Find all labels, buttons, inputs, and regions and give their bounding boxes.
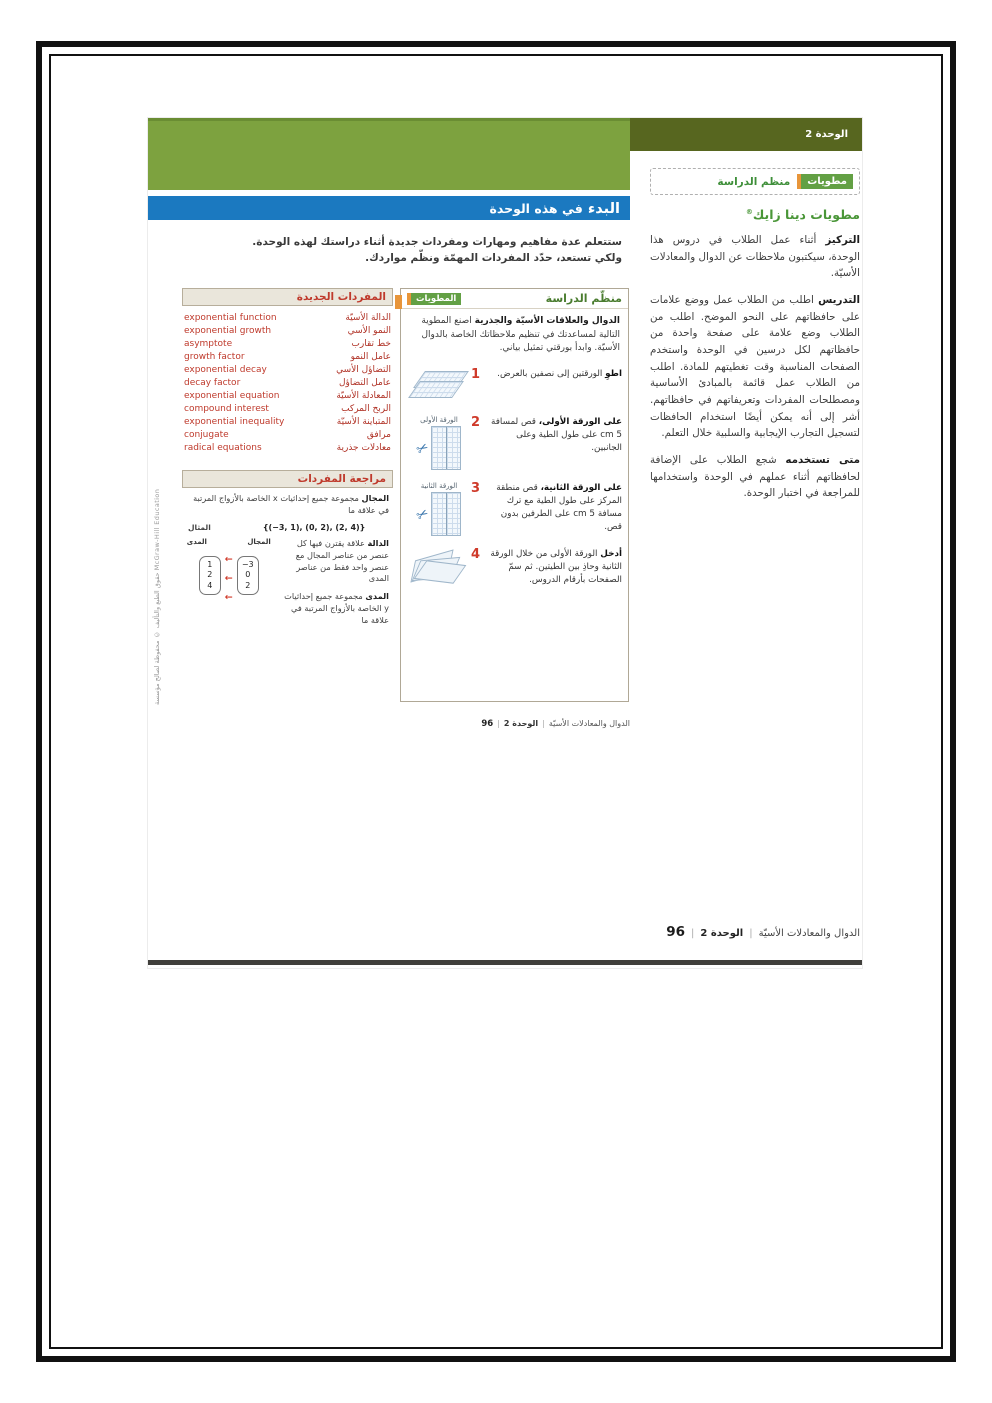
vocabulary-term-ar: التضاؤل الأسي <box>336 365 391 375</box>
section-title-strong: البدء <box>587 201 620 217</box>
definition-text: علاقة يقترن فيها كل عنصر من عناصر المجال مع عنصر واحد فقط من عناصر المدى <box>295 537 389 584</box>
definition-text: مجموعة جميع إحداثيات y الخاصة بالأزواج المرتبة في علاقة ما <box>284 591 389 626</box>
layered-pages-graphic <box>409 548 469 592</box>
organizer-intro <box>409 315 620 356</box>
page-number: 96 <box>666 924 686 940</box>
vocabulary-item <box>184 326 391 336</box>
definitions-column <box>280 536 391 633</box>
paragraph-lead: التدريس <box>818 294 860 307</box>
vocabulary-review-box <box>182 470 393 633</box>
scissors-icon <box>417 438 429 457</box>
section-title-bar <box>148 196 630 220</box>
footer-separator: | <box>542 719 545 728</box>
arrow-icon <box>225 547 233 566</box>
step-number: 1 <box>471 366 481 382</box>
organizer-intro-text: اصنع المطوية التالية لمساعدتك في تنظيم ملاحظاتك الخاصة بالدوال الأسيّة. وابدأ بورقتي تمثيل بياني. <box>421 316 620 353</box>
sidebar-paragraph-teach <box>650 292 860 442</box>
definition-lead: الدالة <box>367 537 389 548</box>
review-row <box>182 536 393 633</box>
footer-separator: | <box>691 928 695 939</box>
range-box <box>199 556 221 595</box>
paragraph-text: أثناء عمل الطلاب في دروس هذا الوحدة، سيكتبون ملاحظات عن الدوال والمعادلات الأسيّة. <box>650 234 860 280</box>
mapping-diagram <box>184 536 274 633</box>
paragraph-text: شجع الطلاب على الإضافة لحافظاتهم أثناء عملهم في الوحدة واستخدامها للمراجعة في اختبار الوحدة. <box>650 454 860 500</box>
copyright-vertical-text: حقوق الطبع والتأليف © محفوظة لصالح مؤسسة McGraw-Hill Education <box>153 488 161 705</box>
step-text <box>487 548 622 588</box>
folded-paper-graphic <box>407 368 471 404</box>
range-label: المدى <box>186 537 207 546</box>
vocabulary-term-en: exponential equation <box>184 391 280 401</box>
vocabulary-term-en: conjugate <box>184 430 229 440</box>
unit-tab-label: الوحدة 2 <box>805 129 848 140</box>
vocabulary-item <box>184 352 391 362</box>
step-text <box>487 368 622 381</box>
scissors-icon <box>417 504 429 523</box>
vocabulary-term-ar: النمو الأسي <box>347 326 391 336</box>
vocabulary-item <box>184 430 391 440</box>
definition-function <box>282 538 389 586</box>
footer-unit: الوحدة 2 <box>503 719 539 728</box>
vocabulary-item <box>184 378 391 388</box>
domain-value: 0 <box>245 570 251 580</box>
vocabulary-review-header: مراجعة المفردات <box>182 470 393 488</box>
vocabulary-item <box>184 313 391 323</box>
footer-title: الدوال والمعادلات الأسيّة <box>758 928 860 939</box>
registered-mark: ® <box>745 207 753 216</box>
ordered-pairs-set: {(−3, 1), (0, 2), (2, 4)} <box>262 522 366 532</box>
paragraph-lead: التركيز <box>825 234 860 246</box>
vocabulary-term-en: radical equations <box>184 443 262 453</box>
mapping-body <box>184 547 274 604</box>
paragraph-lead: متى تستخدمه <box>785 454 860 467</box>
study-organizer-box <box>400 288 629 702</box>
foldables-logo-box <box>650 168 860 195</box>
step-text <box>487 482 622 535</box>
new-vocabulary-box <box>182 288 393 456</box>
section-title-rest: في هذه الوحدة <box>489 201 583 216</box>
step-lead: على الورقة الأولى، <box>538 416 622 427</box>
step-lead: على الورقة الثانية، <box>540 482 622 493</box>
range-value: 1 <box>207 559 213 569</box>
foldables-badge: المطويات <box>407 293 461 305</box>
vocabulary-term-ar: عامل النمو <box>350 352 391 362</box>
vocabulary-item <box>184 443 391 453</box>
step-number: 4 <box>471 546 481 562</box>
range-value: 2 <box>207 570 213 580</box>
footer-separator: | <box>497 719 500 728</box>
page-number: 96 <box>481 719 494 729</box>
new-vocabulary-header: المفردات الجديدة <box>182 288 393 306</box>
vocabulary-term-en: growth factor <box>184 352 245 362</box>
sidebar-heading-text: مطويات دينا زايك <box>752 207 860 222</box>
vocabulary-item <box>184 365 391 375</box>
organizer-step-2 <box>407 416 622 470</box>
vocabulary-term-en: exponential growth <box>184 326 272 336</box>
new-vocabulary-list <box>182 313 393 453</box>
study-organizer-title: منظّم الدراسة <box>545 292 622 305</box>
step-body: الورقة الأولى من خلال الورقة الثانية وحاذِ بين الطيتين. ثم سمّ الصفحات بأرقام الدروس. <box>490 548 622 585</box>
teacher-sidebar <box>650 168 860 502</box>
footer-title: الدوال والمعادلات الأسيّة <box>548 719 630 728</box>
example-label: المثال <box>188 522 211 532</box>
step-body: قص منطقة المركز على طول الطية مع ترك مسافة 5 cm على الطرفين بدون قص. <box>496 482 622 533</box>
vocabulary-term-ar: المتباينة الأسيّة <box>336 417 391 427</box>
foldables-logo-badge: مطويات <box>797 174 853 189</box>
paper-label: الورقة الأولى <box>420 415 458 424</box>
domain-value: 2 <box>245 581 251 591</box>
step-number: 2 <box>471 414 481 430</box>
domain-value: −3 <box>241 559 254 569</box>
cut-paper-graphic <box>407 426 471 470</box>
organizer-step-1 <box>407 368 622 404</box>
vocabulary-item <box>184 339 391 349</box>
step-text <box>487 416 622 456</box>
vocabulary-term-ar: المعادلة الأسيّة <box>336 391 391 401</box>
mapping-labels <box>187 538 271 546</box>
vocabulary-term-en: decay factor <box>184 378 241 388</box>
unit-intro-text: ستتعلم عدة مفاهيم ومهارات ومفردات جديدة أثناء دراستك لهذه الوحدة. ولكي تستعد، حدّد المفردات المهمّة ونظّم مواردك. <box>252 236 622 265</box>
vocabulary-term-ar: خط تقارب <box>351 339 391 349</box>
vocabulary-term-en: exponential inequality <box>184 417 285 427</box>
step-body: الورقتين إلى نصفين بالعرض. <box>497 368 603 379</box>
sidebar-paragraph-when <box>650 452 860 502</box>
domain-box <box>237 556 259 595</box>
vocabulary-term-ar: الدالة الأسيّة <box>345 313 391 323</box>
vocabulary-term-en: exponential function <box>184 313 277 323</box>
vocabulary-term-ar: معادلات جذرية <box>336 443 391 453</box>
foldables-logo-text: منظم الدراسة <box>717 175 791 188</box>
example-row <box>188 523 387 532</box>
footer-unit: الوحدة 2 <box>700 928 744 939</box>
step-lead: اطوِ <box>605 368 622 379</box>
arrow-icon <box>225 585 233 604</box>
definition-lead: المجال <box>361 493 389 503</box>
sidebar-paragraph-focus <box>650 232 860 282</box>
definition-text: مجموعة جميع إحداثيات x الخاصة بالأزواج المرتبة في علاقة ما <box>193 493 389 515</box>
vocabulary-term-en: compound interest <box>184 404 269 414</box>
step-body: قص لمسافة 5 cm على طول الطية وعلى الجانبين. <box>491 416 622 453</box>
page-bottom-rule <box>148 960 862 965</box>
teacher-page-footer <box>666 924 860 940</box>
vocabulary-term-ar: مرافق <box>366 430 391 440</box>
organizer-intro-lead: الدوال والعلاقات الأسيّة والجذرية <box>474 316 620 326</box>
step-art <box>407 416 471 470</box>
step-lead: أدخل <box>600 548 622 559</box>
student-page-footer <box>400 719 630 729</box>
organizer-step-3 <box>407 482 622 536</box>
vocabulary-term-en: asymptote <box>184 339 233 349</box>
grid-paper-graphic <box>431 426 461 470</box>
range-value: 4 <box>207 581 213 591</box>
vocabulary-item <box>184 404 391 414</box>
grid-paper-graphic <box>431 492 461 536</box>
unit-header-band <box>148 118 630 190</box>
domain-label: المجال <box>247 537 271 546</box>
textbook-page-scan <box>148 118 862 968</box>
vocabulary-term-ar: الربح المركب <box>341 404 391 414</box>
step-art <box>407 482 471 536</box>
mapping-arrows <box>225 547 233 604</box>
paragraph-text: اطلب من الطلاب عمل ووضع علامات على حافظاتهم على النحو الموضح. اطلب من الطلاب وضع علامة على صفحة واحدة من حافظاتهم لكل درسين في الوحدة واستخدم الصفحات المناسبة وقت تغطيتهم للمادة. اطلب من الطلاب عمل قائمة بالمبادئ الأساسية ومصطلحات المفردات وتعريفاتهم في حافظاتهم. أشر إلى أنه يمكن أيضًا استخدام الحافظات لتسجيل التجارب الإيجابية والسلبية خلال التعلم. <box>650 294 860 440</box>
organizer-tab-marker <box>395 295 402 309</box>
vocabulary-item <box>184 391 391 401</box>
definition-range <box>282 591 389 627</box>
cut-paper-graphic <box>407 492 471 536</box>
step-art <box>407 548 471 592</box>
paper-label: الورقة الثانية <box>420 481 458 490</box>
sidebar-heading <box>650 207 860 222</box>
definition-lead: المدى <box>365 591 389 602</box>
vocabulary-term-ar: عامل التضاؤل <box>338 378 391 388</box>
study-organizer-header <box>401 289 628 309</box>
vocabulary-item <box>184 417 391 427</box>
arrow-icon <box>225 566 233 585</box>
organizer-step-4 <box>407 548 622 592</box>
footer-separator: | <box>749 928 753 939</box>
unit-tab-band <box>630 118 862 151</box>
vocabulary-term-en: exponential decay <box>184 365 267 375</box>
step-number: 3 <box>471 480 481 496</box>
definition-domain <box>186 493 389 517</box>
